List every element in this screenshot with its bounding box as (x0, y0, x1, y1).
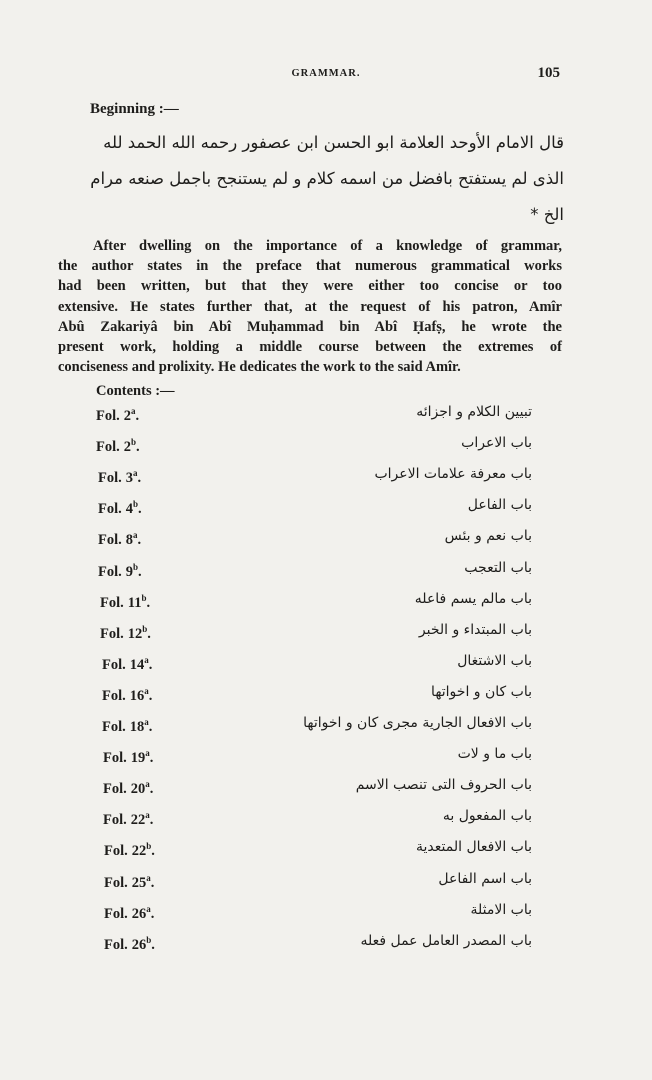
folio-prefix: Fol. (104, 936, 128, 953)
chapter-title: باب الاعراب (461, 435, 532, 452)
folio-reference (104, 873, 154, 892)
folio-side: a (146, 903, 151, 914)
folio-number: 12 (127, 625, 143, 642)
folio-prefix: Fol. (102, 656, 126, 673)
folio-suffix: . (138, 563, 142, 580)
folio-prefix: Fol. (98, 501, 122, 518)
folio-reference (104, 935, 155, 954)
folio-side: b (146, 934, 152, 945)
folio-number: 16 (129, 687, 145, 704)
chapter-title: باب اسم الفاعل (438, 870, 532, 887)
chapter-title: باب التعجب (464, 559, 532, 576)
chapter-title: باب كان و اخواتها (431, 683, 532, 700)
folio-suffix: . (137, 470, 142, 487)
folio-number: 2 (123, 408, 132, 424)
folio-side: a (146, 872, 151, 883)
folio-suffix: . (146, 594, 151, 611)
folio-reference (100, 593, 150, 612)
contents-row (0, 530, 652, 560)
folio-number: 11 (127, 594, 142, 611)
folio-prefix: Fol. (103, 750, 127, 767)
folio-suffix: . (148, 719, 153, 735)
folio-number: 9 (125, 563, 134, 580)
folio-side: a (144, 685, 149, 696)
folio-reference (104, 841, 155, 860)
folio-suffix: . (149, 750, 154, 767)
arabic-opening-line: قال الامام الأوحد العلامة ابو الحسن ابن عصفور رحمه الله الحمد لله (103, 133, 564, 152)
folio-suffix: . (138, 501, 142, 518)
folio-side: a (133, 530, 138, 541)
folio-number: 18 (129, 719, 145, 735)
contents-row (0, 841, 652, 871)
folio-reference (103, 779, 153, 798)
arabic-opening-line: الذى لم يستفتح بافضل من اسمه كلام و لم يستنجح باجمل صنعه مرام (90, 169, 564, 188)
folio-prefix: Fol. (98, 470, 122, 487)
folio-number: 2 (123, 439, 132, 456)
folio-side: a (144, 717, 149, 727)
chapter-title: باب الفاعل (467, 497, 532, 514)
folio-prefix: Fol. (104, 843, 128, 860)
contents-label: Contents :— (96, 383, 175, 399)
contents-row (0, 499, 652, 529)
folio-number: 20 (130, 781, 146, 798)
folio-side: b (133, 561, 139, 572)
contents-row (0, 406, 652, 436)
folio-side: a (145, 810, 150, 821)
beginning-label: Beginning :— (90, 101, 179, 117)
contents-row (0, 437, 652, 467)
chapter-title: باب معرفة علامات الاعراب (374, 466, 532, 483)
contents-row (0, 590, 652, 623)
folio-prefix: Fol. (96, 439, 120, 456)
contents-row (0, 748, 652, 778)
folio-prefix: Fol. (104, 874, 128, 891)
folio-prefix: Fol. (100, 594, 124, 611)
contents-row (0, 779, 652, 809)
chapter-title: باب مالم يسم فاعله (414, 590, 532, 607)
chapter-title: باب الامثلة (470, 901, 532, 918)
contents-row (0, 559, 652, 592)
folio-prefix: Fol. (100, 625, 124, 642)
preface-line: had been written, but that they were either too concise or too (58, 278, 562, 295)
folio-side: b (146, 841, 152, 852)
chapter-title: تبيين الكلام و اجزائه (416, 404, 532, 420)
folio-number: 22 (131, 843, 147, 860)
folio-reference (102, 686, 152, 705)
folio-suffix: . (147, 625, 151, 642)
folio-reference (98, 562, 142, 581)
folio-number: 22 (130, 812, 146, 829)
folio-side: a (145, 779, 150, 790)
folio-reference (98, 499, 142, 518)
folio-reference (98, 468, 141, 487)
folio-side: a (131, 406, 136, 416)
folio-prefix: Fol. (103, 812, 127, 829)
contents-row (0, 468, 652, 498)
folio-suffix: . (135, 408, 140, 424)
folio-reference (96, 437, 140, 456)
folio-suffix: . (148, 656, 153, 673)
running-head (0, 65, 652, 82)
contents-row (0, 652, 652, 685)
preface-line: conciseness and prolixity. He dedicates the work to the said Amîr. (58, 359, 461, 376)
folio-suffix: . (137, 532, 142, 549)
contents-row (0, 810, 652, 840)
folio-side: b (131, 437, 137, 448)
chapter-title: باب المفعول به (442, 808, 532, 825)
folio-reference (96, 406, 139, 425)
folio-suffix: . (149, 812, 154, 829)
folio-prefix: Fol. (98, 532, 122, 549)
preface-line: extensive. He states further that, at the request of his patron, Amîr (58, 298, 562, 315)
folio-reference (98, 530, 141, 549)
chapter-title: باب نعم و بئس (444, 528, 532, 545)
folio-prefix: Fol. (104, 905, 128, 922)
folio-number: 26 (131, 936, 147, 953)
folio-number: 26 (131, 905, 147, 922)
folio-number: 3 (125, 470, 134, 487)
chapter-title: باب الافعال المتعدية (416, 839, 532, 856)
preface-line: Abû Zakariyâ bin Abî Muḥammad bin Abî Ḥafṣ, he wrote the (58, 318, 562, 335)
contents-row (0, 717, 652, 747)
folio-number: 8 (125, 532, 134, 549)
folio-suffix: . (150, 905, 155, 922)
folio-suffix: . (150, 874, 155, 891)
preface-paragraph (58, 236, 562, 377)
chapter-title: باب الاشتغال (457, 652, 532, 669)
folio-suffix: . (148, 687, 153, 704)
folio-prefix: Fol. (98, 563, 122, 580)
folio-reference (104, 904, 154, 923)
folio-suffix: . (149, 781, 154, 798)
contents-row (0, 870, 652, 903)
folio-suffix: . (151, 936, 155, 953)
folio-reference (103, 748, 153, 767)
contents-row (0, 683, 652, 716)
preface-line: the author states in the preface that numerous grammatical works (58, 258, 562, 275)
chapter-title: باب المصدر العامل عمل فعله (360, 932, 532, 949)
folio-side: a (144, 654, 149, 665)
folio-suffix: . (151, 843, 155, 860)
folio-side: b (133, 499, 139, 510)
folio-side: a (145, 748, 150, 759)
folio-number: 4 (125, 501, 134, 518)
chapter-title: باب الافعال الجارية مجرى كان و اخواتها (303, 715, 532, 731)
folio-reference (102, 717, 152, 736)
folio-number: 19 (130, 750, 146, 767)
preface-line: present work, holding a middle course between the extremes of (58, 339, 562, 356)
folio-prefix: Fol. (102, 719, 126, 735)
folio-side: b (141, 592, 147, 603)
page-number: 105 (537, 65, 560, 81)
running-title: GRAMMAR. (291, 68, 361, 79)
chapter-title: باب الحروف التى تنصب الاسم (355, 777, 532, 794)
contents-row (0, 901, 652, 934)
chapter-title: باب ما و لات (457, 746, 532, 763)
arabic-opening-line: الخ * (530, 205, 564, 224)
folio-number: 25 (131, 874, 147, 891)
folio-prefix: Fol. (96, 408, 120, 424)
folio-prefix: Fol. (102, 687, 126, 704)
folio-prefix: Fol. (103, 781, 127, 798)
folio-suffix: . (136, 439, 140, 456)
arabic-opening (50, 125, 564, 233)
folio-side: b (142, 623, 148, 634)
contents-row (0, 621, 652, 654)
folio-reference (103, 810, 153, 829)
folio-reference (102, 655, 152, 674)
preface-line: After dwelling on the importance of a knowledge of grammar, (93, 238, 562, 254)
contents-row (0, 932, 652, 965)
folio-side: a (133, 468, 138, 479)
chapter-title: باب المبتداء و الخبر (418, 621, 532, 638)
folio-reference (100, 624, 151, 643)
folio-number: 14 (129, 656, 145, 673)
